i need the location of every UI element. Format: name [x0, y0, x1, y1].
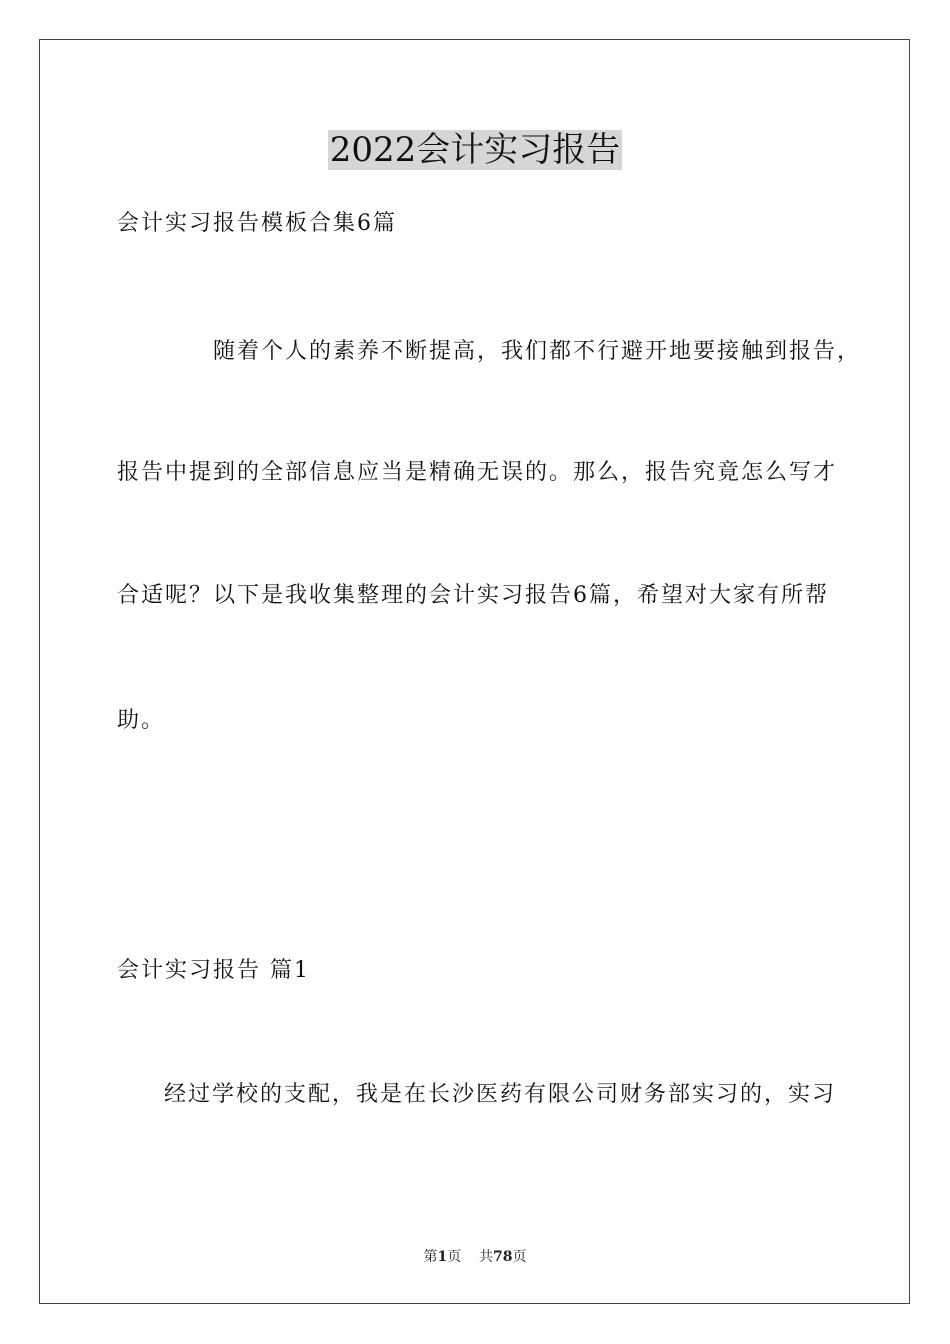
intro-line-3: 合适呢？以下是我收集整理的会计实习报告6篇，希望对大家有所帮: [117, 583, 829, 608]
footer-page-suffix: 页: [447, 1249, 462, 1265]
footer-total-prefix: 共: [479, 1249, 494, 1265]
footer-total-pages: 78: [493, 1249, 513, 1265]
footer-total-suffix: 页: [512, 1249, 527, 1265]
section-heading: 会计实习报告 篇1: [117, 958, 310, 983]
footer-page-prefix: 第: [423, 1249, 438, 1265]
section-first-line: 经过学校的支配，我是在长沙医药有限公司财务部实习的，实习: [164, 1082, 837, 1107]
footer-page-number: 1: [437, 1249, 448, 1265]
document-subtitle: 会计实习报告模板合集6篇: [117, 211, 397, 236]
document-title: [0, 128, 950, 172]
intro-line-1: 随着个人的素养不断提高，我们都不行避开地要接触到报告，: [213, 339, 862, 364]
intro-line-4: 助。: [117, 708, 166, 733]
page-footer: [0, 1248, 950, 1266]
document-title-text: 2022会计实习报告: [329, 130, 621, 170]
intro-line-2: 报告中提到的全部信息应当是精确无误的。那么，报告究竟怎么写才: [117, 460, 838, 485]
